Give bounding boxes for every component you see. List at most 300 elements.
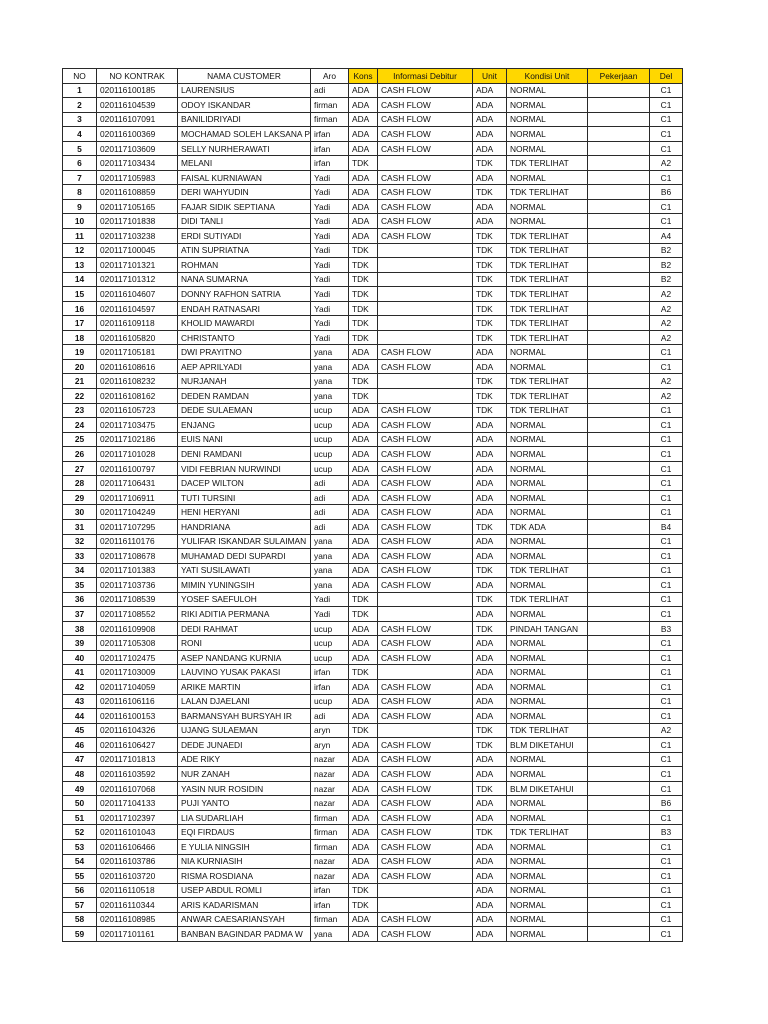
cell-pekerjaan xyxy=(588,447,650,462)
cell-kondisi-unit: TDK TERLIHAT xyxy=(507,723,588,738)
cell-unit: TDK xyxy=(473,781,507,796)
cell-aro: Yadi xyxy=(311,316,349,331)
cell-unit: ADA xyxy=(473,650,507,665)
cell-kondisi-unit: TDK TERLIHAT xyxy=(507,243,588,258)
cell-no-kontrak: 020116108232 xyxy=(97,374,178,389)
cell-aro: nazar xyxy=(311,767,349,782)
cell-nama-customer: YULIFAR ISKANDAR SULAIMAN xyxy=(178,534,311,549)
cell-no-kontrak: 020117108539 xyxy=(97,592,178,607)
cell-no: 31 xyxy=(63,519,97,534)
cell-pekerjaan xyxy=(588,810,650,825)
cell-unit: ADA xyxy=(473,505,507,520)
header-del: Del xyxy=(650,69,683,84)
cell-nama-customer: ANWAR CAESARIANSYAH xyxy=(178,912,311,927)
cell-nama-customer: ADE RIKY xyxy=(178,752,311,767)
table-row xyxy=(63,636,683,651)
table-row xyxy=(63,258,683,273)
cell-unit: ADA xyxy=(473,767,507,782)
cell-no-kontrak: 020117103434 xyxy=(97,156,178,171)
header-no: NO xyxy=(63,69,97,84)
cell-kons: ADA xyxy=(349,112,378,127)
table-row xyxy=(63,214,683,229)
cell-informasi-debitur: CASH FLOW xyxy=(378,127,473,142)
cell-aro: yana xyxy=(311,359,349,374)
cell-aro: yana xyxy=(311,927,349,942)
cell-del: C1 xyxy=(650,403,683,418)
cell-aro: ucup xyxy=(311,650,349,665)
cell-kondisi-unit: NORMAL xyxy=(507,636,588,651)
cell-pekerjaan xyxy=(588,694,650,709)
cell-nama-customer: EQI FIRDAUS xyxy=(178,825,311,840)
table-row xyxy=(63,549,683,564)
cell-kons: ADA xyxy=(349,214,378,229)
cell-del: A4 xyxy=(650,229,683,244)
table-row xyxy=(63,869,683,884)
table-row xyxy=(63,738,683,753)
cell-del: A2 xyxy=(650,156,683,171)
cell-kons: TDK xyxy=(349,883,378,898)
table-row xyxy=(63,810,683,825)
cell-kondisi-unit: NORMAL xyxy=(507,694,588,709)
cell-informasi-debitur xyxy=(378,316,473,331)
cell-unit: ADA xyxy=(473,447,507,462)
cell-informasi-debitur xyxy=(378,287,473,302)
table-row xyxy=(63,83,683,98)
cell-no-kontrak: 020116109118 xyxy=(97,316,178,331)
cell-kons: ADA xyxy=(349,738,378,753)
cell-kons: TDK xyxy=(349,592,378,607)
table-row xyxy=(63,912,683,927)
cell-del: B3 xyxy=(650,621,683,636)
cell-kondisi-unit: NORMAL xyxy=(507,199,588,214)
cell-unit: TDK xyxy=(473,272,507,287)
cell-no: 23 xyxy=(63,403,97,418)
cell-no: 44 xyxy=(63,709,97,724)
cell-no: 13 xyxy=(63,258,97,273)
header-kons: Kons xyxy=(349,69,378,84)
cell-kondisi-unit: NORMAL xyxy=(507,752,588,767)
cell-kons: TDK xyxy=(349,389,378,404)
cell-pekerjaan xyxy=(588,854,650,869)
cell-aro: aryn xyxy=(311,738,349,753)
cell-no-kontrak: 020116103786 xyxy=(97,854,178,869)
cell-del: B2 xyxy=(650,258,683,273)
cell-del: C1 xyxy=(650,839,683,854)
cell-pekerjaan xyxy=(588,374,650,389)
cell-del: C1 xyxy=(650,592,683,607)
cell-pekerjaan xyxy=(588,432,650,447)
cell-del: C1 xyxy=(650,709,683,724)
cell-informasi-debitur: CASH FLOW xyxy=(378,534,473,549)
cell-kondisi-unit: BLM DIKETAHUI xyxy=(507,738,588,753)
cell-unit: ADA xyxy=(473,127,507,142)
cell-kons: ADA xyxy=(349,461,378,476)
cell-del: C1 xyxy=(650,461,683,476)
cell-kons: ADA xyxy=(349,825,378,840)
cell-informasi-debitur: CASH FLOW xyxy=(378,650,473,665)
cell-del: B3 xyxy=(650,825,683,840)
cell-pekerjaan xyxy=(588,476,650,491)
table-row xyxy=(63,898,683,913)
cell-unit: ADA xyxy=(473,694,507,709)
cell-kons: ADA xyxy=(349,505,378,520)
cell-informasi-debitur: CASH FLOW xyxy=(378,403,473,418)
cell-nama-customer: DEDEN RAMDAN xyxy=(178,389,311,404)
cell-no-kontrak: 020116104597 xyxy=(97,301,178,316)
cell-aro: Yadi xyxy=(311,170,349,185)
cell-unit: ADA xyxy=(473,461,507,476)
cell-no: 52 xyxy=(63,825,97,840)
cell-nama-customer: HENI HERYANI xyxy=(178,505,311,520)
cell-nama-customer: DONNY RAFHON SATRIA xyxy=(178,287,311,302)
cell-del: C1 xyxy=(650,810,683,825)
cell-unit: ADA xyxy=(473,898,507,913)
table-row xyxy=(63,170,683,185)
cell-no: 16 xyxy=(63,301,97,316)
cell-del: C1 xyxy=(650,563,683,578)
cell-no: 11 xyxy=(63,229,97,244)
cell-aro: yana xyxy=(311,534,349,549)
cell-informasi-debitur: CASH FLOW xyxy=(378,199,473,214)
cell-kondisi-unit: NORMAL xyxy=(507,839,588,854)
table-row xyxy=(63,709,683,724)
cell-kons: ADA xyxy=(349,563,378,578)
cell-kons: ADA xyxy=(349,578,378,593)
cell-no-kontrak: 020116110344 xyxy=(97,898,178,913)
cell-informasi-debitur: CASH FLOW xyxy=(378,112,473,127)
cell-informasi-debitur: CASH FLOW xyxy=(378,170,473,185)
cell-del: C1 xyxy=(650,199,683,214)
cell-kons: ADA xyxy=(349,490,378,505)
cell-kondisi-unit: NORMAL xyxy=(507,898,588,913)
cell-unit: TDK xyxy=(473,723,507,738)
cell-nama-customer: MUHAMAD DEDI SUPARDI xyxy=(178,549,311,564)
cell-kons: ADA xyxy=(349,476,378,491)
cell-no: 40 xyxy=(63,650,97,665)
header-kondisi-unit: Kondisi Unit xyxy=(507,69,588,84)
cell-unit: ADA xyxy=(473,476,507,491)
cell-informasi-debitur xyxy=(378,272,473,287)
cell-aro: ucup xyxy=(311,403,349,418)
cell-kondisi-unit: NORMAL xyxy=(507,650,588,665)
cell-unit: ADA xyxy=(473,418,507,433)
cell-no-kontrak: 020117100045 xyxy=(97,243,178,258)
cell-no: 41 xyxy=(63,665,97,680)
table-row xyxy=(63,476,683,491)
cell-aro: Yadi xyxy=(311,214,349,229)
cell-del: C1 xyxy=(650,505,683,520)
cell-aro: irfan xyxy=(311,665,349,680)
cell-kondisi-unit: TDK TERLIHAT xyxy=(507,287,588,302)
cell-unit: TDK xyxy=(473,403,507,418)
cell-pekerjaan xyxy=(588,621,650,636)
cell-nama-customer: YOSEF SAEFULOH xyxy=(178,592,311,607)
cell-informasi-debitur xyxy=(378,243,473,258)
cell-del: C1 xyxy=(650,752,683,767)
table-row xyxy=(63,98,683,113)
cell-no-kontrak: 020117101028 xyxy=(97,447,178,462)
cell-pekerjaan xyxy=(588,490,650,505)
cell-no: 33 xyxy=(63,549,97,564)
cell-kondisi-unit: NORMAL xyxy=(507,767,588,782)
table-row xyxy=(63,854,683,869)
cell-del: C1 xyxy=(650,359,683,374)
cell-no-kontrak: 020116108616 xyxy=(97,359,178,374)
cell-nama-customer: KHOLID MAWARDI xyxy=(178,316,311,331)
cell-no: 25 xyxy=(63,432,97,447)
cell-aro: irfan xyxy=(311,127,349,142)
cell-del: C1 xyxy=(650,534,683,549)
cell-informasi-debitur: CASH FLOW xyxy=(378,869,473,884)
cell-no-kontrak: 020117105983 xyxy=(97,170,178,185)
cell-aro: Yadi xyxy=(311,258,349,273)
cell-informasi-debitur: CASH FLOW xyxy=(378,476,473,491)
cell-no-kontrak: 020117103009 xyxy=(97,665,178,680)
cell-informasi-debitur: CASH FLOW xyxy=(378,781,473,796)
cell-nama-customer: DWI PRAYITNO xyxy=(178,345,311,360)
cell-informasi-debitur: CASH FLOW xyxy=(378,418,473,433)
header-pekerjaan: Pekerjaan xyxy=(588,69,650,84)
cell-nama-customer: ODOY ISKANDAR xyxy=(178,98,311,113)
cell-no-kontrak: 020116106427 xyxy=(97,738,178,753)
cell-kons: TDK xyxy=(349,301,378,316)
cell-unit: TDK xyxy=(473,825,507,840)
cell-unit: TDK xyxy=(473,330,507,345)
cell-kons: ADA xyxy=(349,912,378,927)
cell-del: C1 xyxy=(650,927,683,942)
cell-informasi-debitur: CASH FLOW xyxy=(378,839,473,854)
cell-kondisi-unit: NORMAL xyxy=(507,665,588,680)
cell-no: 10 xyxy=(63,214,97,229)
cell-kons: ADA xyxy=(349,781,378,796)
cell-no-kontrak: 020116107068 xyxy=(97,781,178,796)
cell-kondisi-unit: NORMAL xyxy=(507,709,588,724)
cell-unit: ADA xyxy=(473,679,507,694)
cell-del: C1 xyxy=(650,679,683,694)
header-aro: Aro xyxy=(311,69,349,84)
cell-informasi-debitur xyxy=(378,301,473,316)
table-row xyxy=(63,694,683,709)
cell-informasi-debitur: CASH FLOW xyxy=(378,927,473,942)
table-row xyxy=(63,607,683,622)
cell-pekerjaan xyxy=(588,98,650,113)
cell-del: A2 xyxy=(650,330,683,345)
cell-informasi-debitur xyxy=(378,374,473,389)
cell-pekerjaan xyxy=(588,156,650,171)
cell-no-kontrak: 020117104133 xyxy=(97,796,178,811)
header-informasi-debitur: Informasi Debitur xyxy=(378,69,473,84)
cell-kons: TDK xyxy=(349,272,378,287)
cell-del: C1 xyxy=(650,869,683,884)
table-body xyxy=(63,83,683,941)
table-row xyxy=(63,330,683,345)
cell-kons: ADA xyxy=(349,345,378,360)
cell-no: 53 xyxy=(63,839,97,854)
cell-informasi-debitur: CASH FLOW xyxy=(378,694,473,709)
cell-nama-customer: MIMIN YUNINGSIH xyxy=(178,578,311,593)
cell-unit: ADA xyxy=(473,854,507,869)
cell-nama-customer: ENDAH RATNASARI xyxy=(178,301,311,316)
cell-aro: adi xyxy=(311,709,349,724)
cell-del: C1 xyxy=(650,578,683,593)
cell-aro: nazar xyxy=(311,796,349,811)
cell-aro: Yadi xyxy=(311,185,349,200)
cell-unit: TDK xyxy=(473,301,507,316)
cell-informasi-debitur: CASH FLOW xyxy=(378,447,473,462)
cell-kons: TDK xyxy=(349,243,378,258)
cell-informasi-debitur xyxy=(378,156,473,171)
table-row xyxy=(63,345,683,360)
cell-unit: ADA xyxy=(473,359,507,374)
cell-pekerjaan xyxy=(588,665,650,680)
cell-kons: ADA xyxy=(349,854,378,869)
cell-nama-customer: SELLY NURHERAWATI xyxy=(178,141,311,156)
table-row xyxy=(63,927,683,942)
cell-no-kontrak: 020116106116 xyxy=(97,694,178,709)
cell-unit: ADA xyxy=(473,883,507,898)
cell-no: 47 xyxy=(63,752,97,767)
cell-nama-customer: EUIS NANI xyxy=(178,432,311,447)
cell-nama-customer: DEDE JUNAEDI xyxy=(178,738,311,753)
cell-no-kontrak: 020116108985 xyxy=(97,912,178,927)
cell-informasi-debitur: CASH FLOW xyxy=(378,505,473,520)
cell-no: 38 xyxy=(63,621,97,636)
cell-nama-customer: BARMANSYAH BURSYAH IR xyxy=(178,709,311,724)
cell-pekerjaan xyxy=(588,912,650,927)
cell-no: 7 xyxy=(63,170,97,185)
cell-kons: ADA xyxy=(349,83,378,98)
cell-no-kontrak: 020116110176 xyxy=(97,534,178,549)
cell-aro: Yadi xyxy=(311,301,349,316)
table-row xyxy=(63,301,683,316)
cell-aro: adi xyxy=(311,505,349,520)
cell-unit: TDK xyxy=(473,563,507,578)
cell-kons: ADA xyxy=(349,927,378,942)
cell-no-kontrak: 020117105165 xyxy=(97,199,178,214)
cell-no: 34 xyxy=(63,563,97,578)
cell-pekerjaan xyxy=(588,287,650,302)
cell-no: 43 xyxy=(63,694,97,709)
cell-nama-customer: E YULIA NINGSIH xyxy=(178,839,311,854)
header-unit: Unit xyxy=(473,69,507,84)
cell-kons: ADA xyxy=(349,636,378,651)
table-row xyxy=(63,156,683,171)
cell-no-kontrak: 020116104539 xyxy=(97,98,178,113)
cell-no-kontrak: 020117101838 xyxy=(97,214,178,229)
cell-nama-customer: PUJI YANTO xyxy=(178,796,311,811)
cell-no-kontrak: 020116100369 xyxy=(97,127,178,142)
cell-aro: Yadi xyxy=(311,287,349,302)
cell-kondisi-unit: NORMAL xyxy=(507,796,588,811)
cell-kondisi-unit: NORMAL xyxy=(507,345,588,360)
cell-informasi-debitur: CASH FLOW xyxy=(378,738,473,753)
cell-no: 50 xyxy=(63,796,97,811)
table-row xyxy=(63,825,683,840)
cell-no: 42 xyxy=(63,679,97,694)
cell-no: 51 xyxy=(63,810,97,825)
cell-pekerjaan xyxy=(588,679,650,694)
cell-unit: ADA xyxy=(473,199,507,214)
cell-unit: ADA xyxy=(473,170,507,185)
cell-pekerjaan xyxy=(588,170,650,185)
cell-no: 48 xyxy=(63,767,97,782)
table-row xyxy=(63,316,683,331)
cell-no-kontrak: 020116104326 xyxy=(97,723,178,738)
cell-kondisi-unit: NORMAL xyxy=(507,490,588,505)
cell-no-kontrak: 020117103736 xyxy=(97,578,178,593)
cell-kons: ADA xyxy=(349,418,378,433)
cell-nama-customer: ENJANG xyxy=(178,418,311,433)
cell-nama-customer: VIDI FEBRIAN NURWINDI xyxy=(178,461,311,476)
cell-aro: Yadi xyxy=(311,607,349,622)
cell-informasi-debitur: CASH FLOW xyxy=(378,752,473,767)
cell-del: C1 xyxy=(650,549,683,564)
cell-kondisi-unit: TDK TERLIHAT xyxy=(507,592,588,607)
cell-unit: TDK xyxy=(473,258,507,273)
cell-kondisi-unit: NORMAL xyxy=(507,447,588,462)
cell-unit: ADA xyxy=(473,98,507,113)
cell-pekerjaan xyxy=(588,927,650,942)
cell-pekerjaan xyxy=(588,199,650,214)
cell-pekerjaan xyxy=(588,825,650,840)
cell-del: B2 xyxy=(650,272,683,287)
cell-pekerjaan xyxy=(588,723,650,738)
cell-aro: firman xyxy=(311,839,349,854)
cell-kons: ADA xyxy=(349,170,378,185)
cell-no-kontrak: 020117101312 xyxy=(97,272,178,287)
cell-del: C1 xyxy=(650,767,683,782)
cell-kondisi-unit: NORMAL xyxy=(507,476,588,491)
cell-kons: ADA xyxy=(349,810,378,825)
cell-unit: ADA xyxy=(473,83,507,98)
table-row xyxy=(63,112,683,127)
cell-informasi-debitur: CASH FLOW xyxy=(378,519,473,534)
cell-unit: ADA xyxy=(473,345,507,360)
cell-informasi-debitur: CASH FLOW xyxy=(378,767,473,782)
cell-no-kontrak: 020117103609 xyxy=(97,141,178,156)
cell-informasi-debitur: CASH FLOW xyxy=(378,83,473,98)
cell-kons: ADA xyxy=(349,141,378,156)
cell-kons: ADA xyxy=(349,127,378,142)
cell-kondisi-unit: NORMAL xyxy=(507,214,588,229)
cell-unit: ADA xyxy=(473,112,507,127)
table-row xyxy=(63,767,683,782)
table-row xyxy=(63,505,683,520)
cell-del: A2 xyxy=(650,389,683,404)
table-row xyxy=(63,665,683,680)
cell-pekerjaan xyxy=(588,505,650,520)
cell-kondisi-unit: NORMAL xyxy=(507,927,588,942)
cell-no: 46 xyxy=(63,738,97,753)
cell-kons: ADA xyxy=(349,650,378,665)
cell-no-kontrak: 020116105820 xyxy=(97,330,178,345)
cell-unit: ADA xyxy=(473,665,507,680)
cell-kondisi-unit: BLM DIKETAHUI xyxy=(507,781,588,796)
cell-kons: TDK xyxy=(349,316,378,331)
cell-unit: TDK xyxy=(473,389,507,404)
cell-nama-customer: MELANI xyxy=(178,156,311,171)
cell-kondisi-unit: NORMAL xyxy=(507,359,588,374)
table-row xyxy=(63,490,683,505)
cell-aro: adi xyxy=(311,519,349,534)
table-row xyxy=(63,883,683,898)
cell-nama-customer: UJANG SULAEMAN xyxy=(178,723,311,738)
cell-del: B6 xyxy=(650,796,683,811)
cell-aro: yana xyxy=(311,578,349,593)
cell-unit: TDK xyxy=(473,229,507,244)
table-row xyxy=(63,839,683,854)
cell-pekerjaan xyxy=(588,592,650,607)
